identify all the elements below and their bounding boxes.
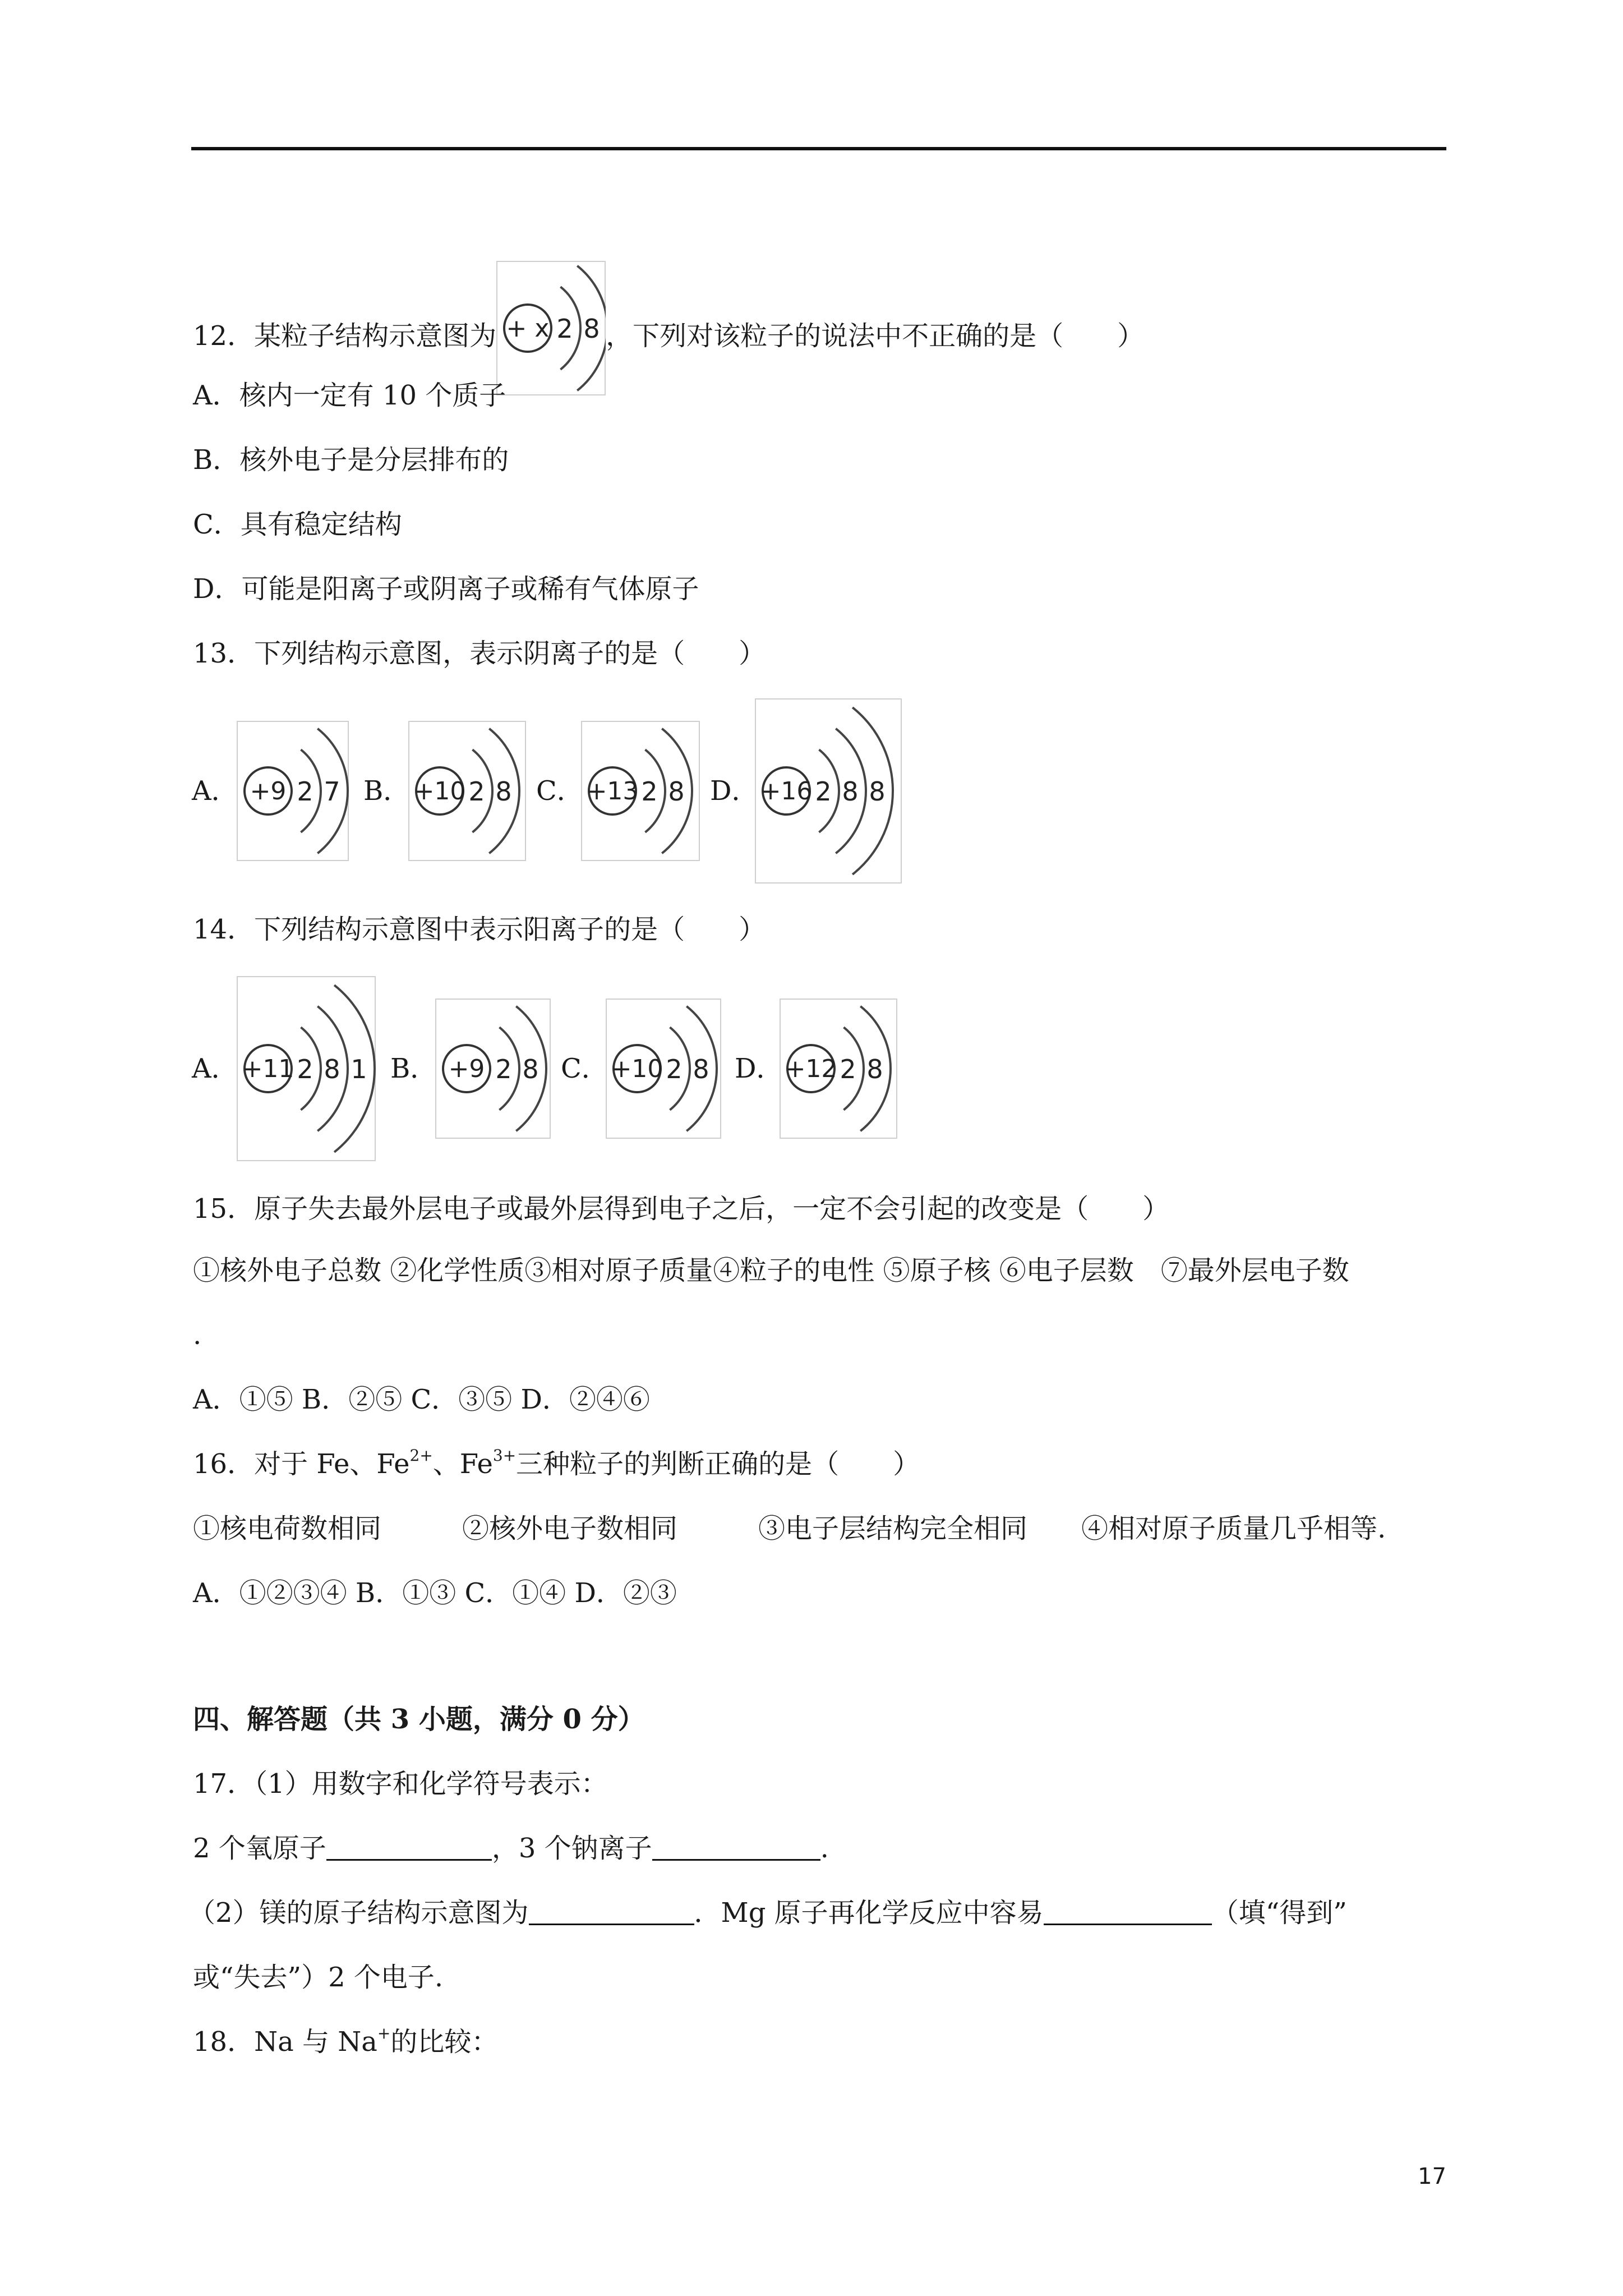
q15-options: A．①⑤ B．②⑤ C．③⑤ D．②④⑥: [193, 1384, 650, 1415]
shell-electron-count: 2: [815, 776, 832, 807]
q12-stem-before: 12．某粒子结构示意图为: [193, 320, 497, 352]
q14-svg-b: [435, 999, 551, 1139]
nucleus-charge: +13: [586, 777, 639, 806]
q16-items: ①核电荷数相同 ②核外电子数相同 ③电子层结构完全相同 ④相对原子质量几乎相等.: [193, 1513, 1386, 1544]
q17-line2-c: .: [820, 1833, 829, 1864]
shell-electron-count: 8: [522, 1054, 539, 1084]
q13-stem: 13．下列结构示意图，表示阴离子的是（ ）: [193, 638, 766, 669]
q14-label-d: D．: [735, 1053, 783, 1084]
nucleus-charge: +11: [242, 1055, 294, 1083]
shell-electron-count: 2: [468, 776, 485, 807]
q12-diagram: [496, 261, 606, 395]
shell-electron-count: 8: [869, 776, 886, 807]
answer-blank-oxygen[interactable]: [326, 1833, 492, 1861]
q14-svg-d: [780, 999, 897, 1139]
q16-stem: [193, 1447, 920, 1481]
answer-blank-sodium[interactable]: [652, 1833, 820, 1861]
q14-svg-c: [606, 999, 721, 1139]
nucleus-charge: +12: [785, 1055, 837, 1083]
answer-blank-mg-diagram[interactable]: [529, 1898, 694, 1925]
q13-label-a: A．: [192, 775, 238, 807]
shell-electron-count: 2: [666, 1054, 683, 1084]
q12-option-d: D．可能是阳离子或阴离子或稀有气体原子: [193, 573, 699, 605]
nucleus-charge: +9: [448, 1055, 485, 1083]
shell-electron-count: 8: [324, 1054, 340, 1084]
q13-svg-d: [755, 698, 902, 884]
nucleus-charge: +9: [250, 777, 287, 806]
q16-stem-3: 三种粒子的判断正确的是（ ）: [516, 1448, 920, 1480]
shell-electron-count: 2: [297, 776, 313, 807]
q17-line3: [188, 1896, 1347, 1930]
shell-electron-count: 8: [495, 776, 512, 807]
q14-svg-a: [237, 976, 376, 1161]
q16-stem-2: 、Fe: [432, 1448, 493, 1480]
q16-sup-2: 3+: [492, 1446, 517, 1465]
q12-option-b: B．核外电子是分层排布的: [193, 444, 509, 476]
shell-electron-count: 2: [297, 1054, 313, 1084]
section4-title: 四、解答题（共 3 小题，满分 0 分）: [193, 1704, 645, 1735]
q12-option-a: A．核内一定有 10 个质子: [193, 380, 506, 411]
q13-svg-a: [237, 721, 349, 861]
q13-diagram-a: [237, 721, 349, 861]
nucleus-charge: +16: [760, 777, 813, 806]
q12-option-c: C．具有稳定结构: [193, 509, 402, 540]
q13-diagram-b: [408, 721, 526, 861]
q17-line4: 或“失去”）2 个电子.: [193, 1962, 444, 1993]
q14-label-a: A．: [192, 1053, 238, 1084]
q17-line1: 17．（1）用数字和化学符号表示：: [193, 1768, 608, 1800]
q17-line2-a: 2 个氧原子: [193, 1833, 326, 1864]
shell-electron-count: 2: [641, 776, 658, 807]
nucleus-charge: +10: [413, 777, 466, 806]
q17-line3-b: ．Mg 原子再化学反应中容易: [694, 1897, 1044, 1929]
q17-line2: [193, 1832, 829, 1865]
q14-diagram-c: [606, 999, 721, 1139]
q14-label-b: B．: [390, 1053, 437, 1084]
q18-sup: +: [377, 2024, 391, 2042]
shell-electron-count: 1: [351, 1054, 367, 1084]
q18-text-2: 的比较：: [390, 2026, 499, 2058]
q12-structure-svg: [496, 261, 606, 395]
q13-label-b: B．: [363, 775, 411, 807]
q13-diagram-c: [581, 721, 700, 861]
q15-items: ①核外电子总数 ②化学性质③相对原子质量④粒子的电性 ⑤原子核 ⑥电子层数 ⑦最外层电子数: [193, 1255, 1349, 1286]
q16-sup-1: 2+: [409, 1446, 433, 1465]
shell-electron-count: 2: [840, 1054, 856, 1084]
shell-electron-count: 8: [583, 314, 600, 344]
q15-dot: .: [193, 1319, 202, 1351]
shell-electron-count: 8: [842, 776, 859, 807]
shell-electron-count: 2: [556, 314, 573, 344]
q13-svg-b: [408, 721, 526, 861]
q13-diagram-d: [755, 698, 902, 884]
shell-electron-count: 8: [668, 776, 685, 807]
q17-line2-b: ，3 个钠离子: [491, 1833, 652, 1864]
q16-stem-1: 16．对于 Fe、Fe: [193, 1448, 410, 1480]
q14-stem: 14．下列结构示意图中表示阳离子的是（ ）: [193, 914, 766, 945]
answer-blank-mg-gain-lose[interactable]: [1044, 1898, 1212, 1925]
q17-line3-a: （2）镁的原子结构示意图为: [188, 1897, 529, 1929]
shell-electron-count: 7: [324, 776, 340, 807]
shell-electron-count: 8: [866, 1054, 883, 1084]
q14-diagram-a: [237, 976, 376, 1161]
nucleus-charge: + x: [506, 314, 550, 343]
header-rule: [191, 147, 1446, 150]
q17-line3-c: （填“得到”: [1211, 1897, 1347, 1929]
q15-stem: 15．原子失去最外层电子或最外层得到电子之后，一定不会引起的改变是（ ）: [193, 1193, 1170, 1225]
q12-stem: [193, 261, 1144, 395]
q13-svg-c: [581, 721, 700, 861]
shell-electron-count: 2: [495, 1054, 512, 1084]
shell-electron-count: 8: [693, 1054, 709, 1084]
q16-options: A．①②③④ B．①③ C．①④ D．②③: [193, 1577, 677, 1609]
q13-label-c: C．: [536, 775, 584, 807]
nucleus-charge: +10: [611, 1055, 663, 1083]
q14-label-c: C．: [561, 1053, 608, 1084]
q13-label-d: D．: [710, 775, 759, 807]
page-number: 17: [1418, 2164, 1446, 2189]
q18-line: [193, 2025, 498, 2059]
q12-stem-after: ，下列对该粒子的说法中不正确的是（ ）: [606, 320, 1145, 352]
q14-diagram-d: [780, 999, 897, 1139]
q18-text-1: 18．Na 与 Na: [193, 2026, 377, 2058]
q14-diagram-b: [435, 999, 551, 1139]
